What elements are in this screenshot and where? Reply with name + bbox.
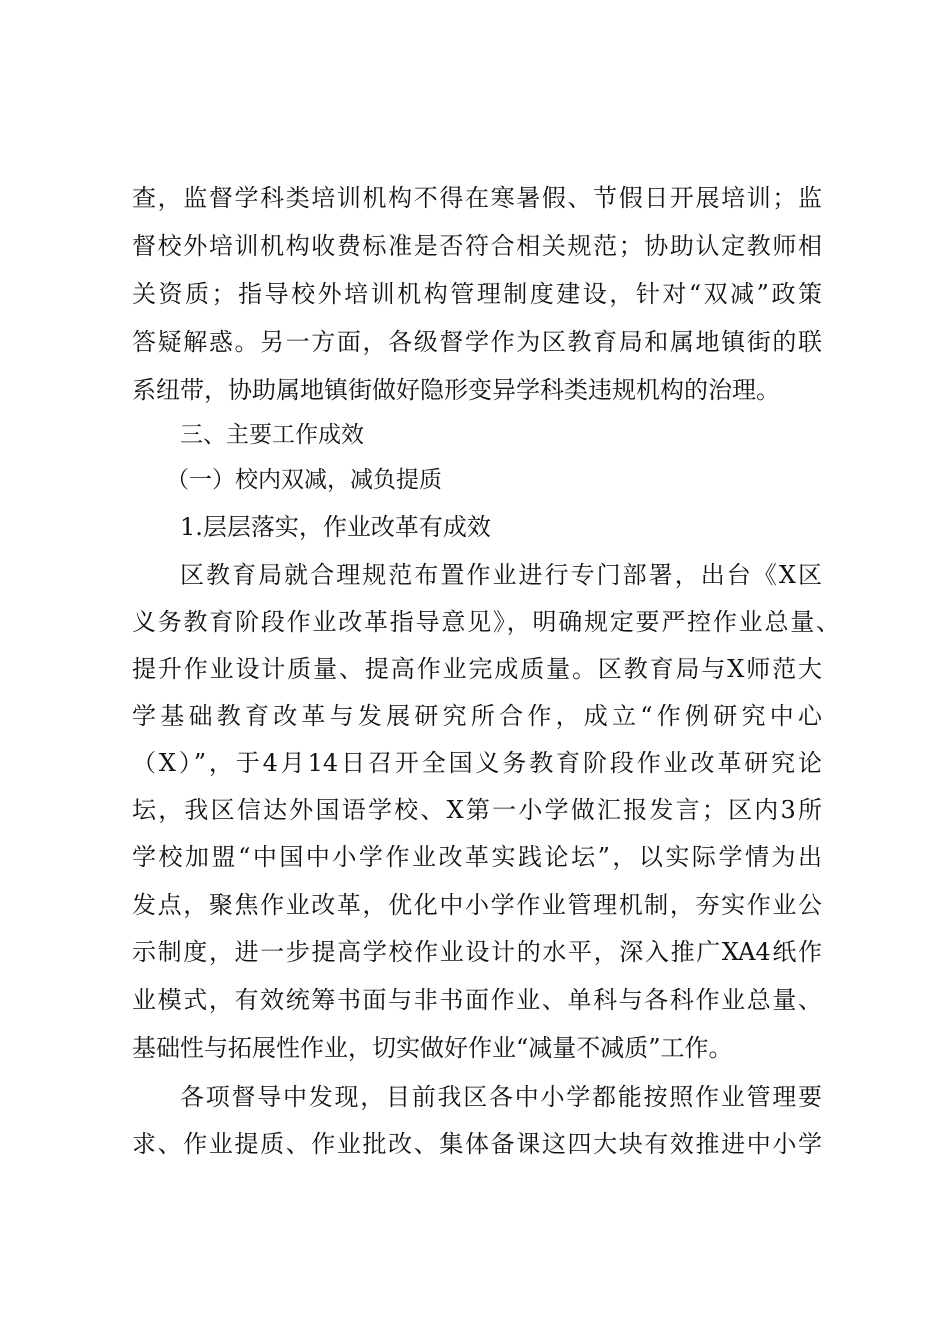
paragraph-line: 系纽带，协助属地镇街做好隐形变异学科类违规机构的治理。: [132, 376, 780, 404]
paragraph-line: 关资质；指导校外培训机构管理制度建设，针对“双减”政策: [132, 280, 822, 308]
paragraph-line: 督校外培训机构收费标准是否符合相关规范；协助认定教师相: [132, 232, 822, 260]
paragraph-line: 提升作业设计质量、提高作业完成质量。区教育局与X师范大: [132, 655, 822, 683]
paragraph-line: 义务教育阶段作业改革指导意见》，明确规定要严控作业总量、: [132, 608, 840, 636]
paragraph-line: 区教育局就合理规范布置作业进行专门部署，出台《X区: [180, 561, 822, 589]
paragraph-line: 示制度，进一步提高学校作业设计的水平，深入推广XA4纸作: [132, 938, 822, 966]
paragraph-line: 查，监督学科类培训机构不得在寒暑假、节假日开展培训；监: [132, 184, 822, 212]
paragraph-line: 发点，聚焦作业改革，优化中小学作业管理机制，夯实作业公: [132, 891, 822, 919]
item-heading: 1.层层落实，作业改革有成效: [180, 513, 491, 541]
paragraph-line: 求、作业提质、作业批改、集体备课这四大块有效推进中小学: [132, 1130, 822, 1158]
paragraph-line: 业模式，有效统筹书面与非书面作业、单科与各科作业总量、: [132, 986, 822, 1014]
paragraph-line: 基础性与拓展性作业，切实做好作业“减量不减质”工作。: [132, 1034, 733, 1062]
paragraph-line: 答疑解惑。另一方面，各级督学作为区教育局和属地镇街的联: [132, 328, 822, 356]
paragraph-line: 坛，我区信达外国语学校、X第一小学做汇报发言；区内3所: [132, 796, 822, 824]
paragraph-line: （X）”，于4月14日召开全国义务教育阶段作业改革研究论: [132, 749, 822, 777]
section-heading: 三、主要工作成效: [180, 422, 364, 448]
subsection-heading: （一）校内双减，减负提质: [166, 467, 442, 493]
paragraph-line: 各项督导中发现，目前我区各中小学都能按照作业管理要: [180, 1083, 822, 1111]
paragraph-line: 学基础教育改革与发展研究所合作，成立“作例研究中心: [132, 702, 822, 730]
paragraph-line: 学校加盟“中国中小学作业改革实践论坛”，以实际学情为出: [132, 843, 822, 871]
